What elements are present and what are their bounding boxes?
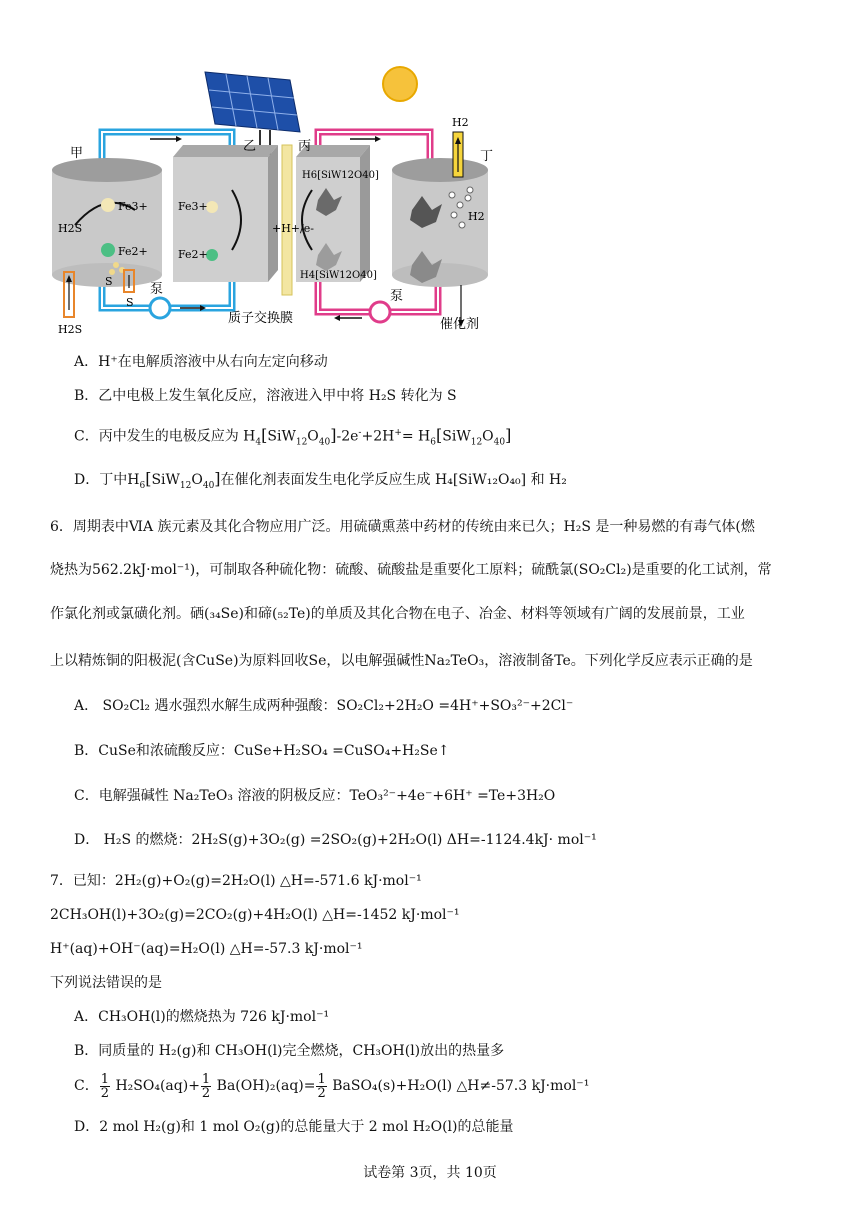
q7-option-c: [74, 1072, 589, 1100]
q7-line-4: 下列说法错误的是: [50, 975, 162, 991]
electrochemical-diagram: [50, 60, 500, 340]
pump-left-label: 泵: [150, 282, 164, 297]
q7-line-2: 2CH₃OH(l)+3O₂(g)=2CO₂(g)+4H₂O(l) △H=-1452 kJ·mol⁻¹: [50, 907, 460, 923]
q5-option-d-suffix: 在催化剂表面发生电化学反应生成 H₄[SiW₁₂O₄₀] 和 H₂: [220, 472, 567, 488]
q6-line-4: 上以精炼铜的阳极泥(含CuSe)为原料回收Se，以电解强碱性Na₂TeO₃，溶液制备Te。下列化学反应表示正确的是: [50, 653, 753, 669]
h-e-label: +H+/e-: [272, 222, 314, 235]
q6-option-d: D． H₂S 的燃烧：2H₂S(g)+3O₂(g) =2SO₂(g)+2H₂O(l) ΔH=-1124.4kJ· mol⁻¹: [74, 832, 597, 848]
pump-right-icon: [370, 302, 390, 322]
catalyst-label: 催化剂: [440, 317, 480, 332]
s-label: S: [105, 275, 113, 288]
label-yi: 乙: [243, 139, 257, 154]
q6-line-3: 作氯化剂或氯磺化剂。硒(₃₄Se)和碲(₅₂Te)的单质及其化合物在电子、冶金、材料等领域有广阔的发展前景，工业: [50, 606, 745, 622]
q7-option-c-part1: H₂SO₄(aq)+: [115, 1078, 200, 1094]
proton-membrane: [282, 145, 292, 295]
q6-line-1: 6．周期表中ⅥA 族元素及其化合物应用广泛。用硫磺熏蒸中药材的传统由来已久；H₂S 是一种易燃的有毒气体(燃: [50, 519, 755, 535]
cell-yi: [173, 145, 278, 282]
h4-label: H4[SiW12O40]: [300, 270, 377, 281]
s-box-label: S: [126, 296, 134, 309]
q5-option-d: D．丁中$H_6[SiW_{12}O_{40}]$在催化剂表面发生电化学反应生成 H₄[SiW₁₂O₄₀] 和 H₂: [74, 469, 567, 491]
q7-line-3: H⁺(aq)+OH⁻(aq)=H₂O(l) △H=-57.3 kJ·mol⁻¹: [50, 941, 363, 957]
q5-option-a: A．H⁺在电解质溶液中从右向左定向移动: [74, 354, 328, 370]
q5-option-d-prefix: D．丁中: [74, 472, 128, 488]
q7-line-1: 7．已知：2H₂(g)+O₂(g)=2H₂O(l) △H=-571.6 kJ·mol⁻¹: [50, 873, 422, 889]
h2s-bottom-label: H2S: [58, 323, 83, 336]
cell-bing: [296, 145, 370, 282]
h6-label: H6[SiW12O40]: [302, 170, 379, 181]
q7-option-c-part2: Ba(OH)₂(aq)=: [216, 1078, 316, 1094]
q7-option-d: D．2 mol H₂(g)和 1 mol O₂(g)的总能量大于 2 mol H₂O(l)的总能量: [74, 1119, 514, 1135]
fe3-mid: Fe3+: [178, 200, 208, 213]
label-jia: 甲: [70, 146, 84, 161]
membrane-label: 质子交换膜: [228, 311, 294, 326]
q7-option-c-prefix: C．: [74, 1078, 99, 1094]
q7-option-c-part3: BaSO₄(s)+H₂O(l) △H≠-57.3 kJ·mol⁻¹: [332, 1078, 590, 1094]
label-bing: 丙: [298, 139, 312, 154]
h2-bubbles-label: H2: [468, 210, 485, 223]
q5-option-b: B．乙中电极上发生氧化反应，溶液进入甲中将 H₂S 转化为 S: [74, 388, 457, 404]
q6-option-c: C．电解强碱性 Na₂TeO₃ 溶液的阴极反应：TeO₃²⁻+4e⁻+6H⁺ =Te+3H₂O: [74, 788, 556, 804]
page-footer: 试卷第 3页，共 10页: [363, 1165, 497, 1181]
fraction-half-2: $\frac{1}{2}$: [201, 1071, 211, 1101]
fe3-left: Fe3+: [118, 200, 148, 213]
q7-option-b: B．同质量的 H₂(g)和 CH₃OH(l)完全燃烧，CH₃OH(l)放出的热量多: [74, 1043, 505, 1059]
fraction-half-1: $\frac{1}{2}$: [100, 1071, 109, 1101]
pump-right-label: 泵: [390, 289, 404, 304]
fraction-half-3: $\frac{1}{2}$: [317, 1071, 326, 1101]
q6-option-a: A． SO₂Cl₂ 遇水强烈水解生成两种强酸：SO₂Cl₂+2H₂O =4H⁺+SO₃²⁻+2Cl⁻: [74, 698, 574, 714]
q6-option-b: B．CuSe和浓硫酸反应：CuSe+H₂SO₄ =CuSO₄+H₂Se↑: [74, 743, 450, 759]
label-ding: 丁: [480, 149, 494, 164]
q5-option-c-prefix: C．丙中发生的电极反应为: [74, 428, 239, 445]
sun-icon: [383, 67, 417, 101]
fe2-left: Fe2+: [118, 245, 148, 258]
q6-line-2: 烧热为562.2kJ·mol⁻¹)，可制取各种硫化物：硫酸、硫酸盐是重要化工原料；硫酰氯(SO₂Cl₂)是重要的化工试剂，常: [50, 562, 772, 578]
h2-top-label: H2: [452, 116, 469, 129]
q7-option-a: A．CH₃OH(l)的燃烧热为 726 kJ·mol⁻¹: [74, 1009, 330, 1025]
fe2-mid: Fe2+: [178, 248, 208, 261]
q5-option-c: C．丙中发生的电极反应为 $H_4[SiW_{12}O_{40}]-2e^-+2H^+= H_6[SiW_{12}O_{40}]$: [74, 425, 512, 448]
pump-left-icon: [150, 298, 170, 318]
h2s-label: H2S: [58, 222, 83, 235]
